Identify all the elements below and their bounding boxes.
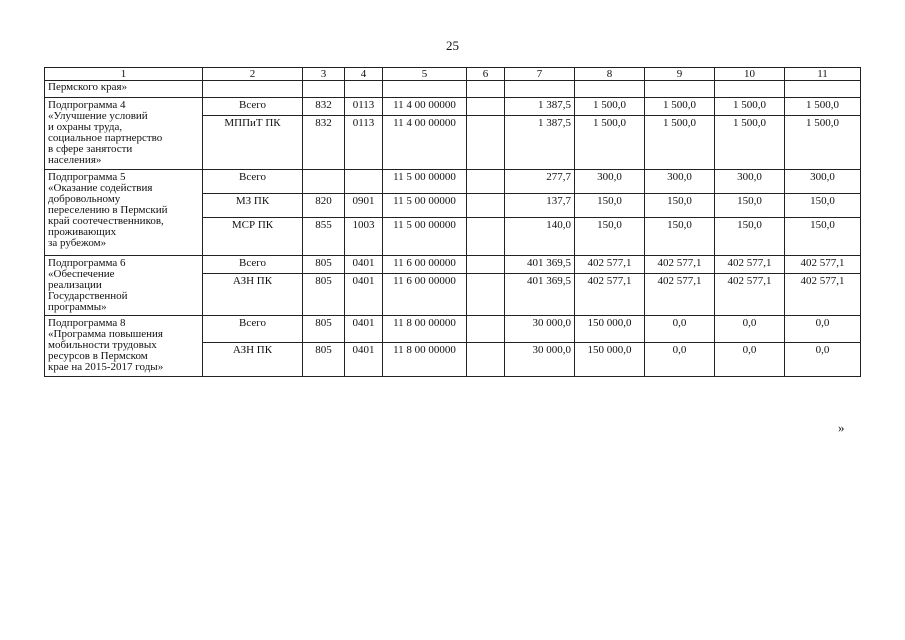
code-cell: 805 bbox=[303, 274, 345, 316]
value-2017-cell: 150,0 bbox=[645, 194, 715, 218]
value-2015-cell: 1 387,5 bbox=[505, 116, 575, 170]
subprogram-title-cell bbox=[45, 316, 203, 377]
section-cell: 0113 bbox=[345, 98, 383, 116]
target-article-cell: 11 5 00 00000 bbox=[383, 194, 467, 218]
subprogram-title-line: программы» bbox=[48, 301, 107, 313]
subprogram-title-cell bbox=[45, 256, 203, 316]
value-2019-cell: 150,0 bbox=[785, 218, 861, 256]
empty-cell bbox=[505, 81, 575, 98]
empty-cell bbox=[785, 81, 861, 98]
executor-cell: АЗН ПК bbox=[203, 274, 303, 316]
expense-type-cell bbox=[467, 98, 505, 116]
value-2018-cell: 300,0 bbox=[715, 170, 785, 194]
value-2016-cell: 150 000,0 bbox=[575, 316, 645, 343]
value-2018-cell: 0,0 bbox=[715, 316, 785, 343]
value-2019-cell: 402 577,1 bbox=[785, 274, 861, 316]
subprogram-title-line: Подпрограмма 5 bbox=[48, 171, 126, 183]
target-article-cell: 11 4 00 00000 bbox=[383, 116, 467, 170]
expense-type-cell bbox=[467, 256, 505, 274]
value-2018-cell: 150,0 bbox=[715, 194, 785, 218]
subprogram-title-cell bbox=[45, 170, 203, 256]
executor-cell: Всего bbox=[203, 256, 303, 274]
value-2016-cell: 402 577,1 bbox=[575, 256, 645, 274]
empty-cell bbox=[303, 81, 345, 98]
budget-table bbox=[44, 67, 861, 377]
carryover-cell: Пермского края» bbox=[45, 81, 203, 98]
expense-type-cell bbox=[467, 218, 505, 256]
value-2016-cell: 402 577,1 bbox=[575, 274, 645, 316]
code-cell: 855 bbox=[303, 218, 345, 256]
value-2015-cell: 140,0 bbox=[505, 218, 575, 256]
code-cell bbox=[303, 170, 345, 194]
column-number-row bbox=[45, 68, 861, 81]
value-2019-cell: 1 500,0 bbox=[785, 98, 861, 116]
value-2017-cell: 402 577,1 bbox=[645, 256, 715, 274]
empty-cell bbox=[383, 81, 467, 98]
section-cell: 0401 bbox=[345, 256, 383, 274]
subprogram-title-line: социальное партнерство bbox=[48, 132, 163, 144]
subprogram-title-line: «Обеспечение bbox=[48, 268, 115, 280]
empty-cell bbox=[345, 81, 383, 98]
subprogram-title-line: добровольному bbox=[48, 193, 121, 205]
column-header: 8 bbox=[575, 68, 645, 81]
value-2019-cell: 402 577,1 bbox=[785, 256, 861, 274]
value-2019-cell: 150,0 bbox=[785, 194, 861, 218]
target-article-cell: 11 8 00 00000 bbox=[383, 316, 467, 343]
subprogram-title-line: «Оказание содействия bbox=[48, 182, 153, 194]
value-2018-cell: 0,0 bbox=[715, 343, 785, 377]
executor-cell: МСР ПК bbox=[203, 218, 303, 256]
section-cell: 0401 bbox=[345, 316, 383, 343]
value-2018-cell: 402 577,1 bbox=[715, 256, 785, 274]
value-2015-cell: 30 000,0 bbox=[505, 316, 575, 343]
executor-cell: АЗН ПК bbox=[203, 343, 303, 377]
expense-type-cell bbox=[467, 194, 505, 218]
table-body bbox=[45, 68, 861, 377]
subprogram-title-line: мобильности трудовых bbox=[48, 339, 157, 351]
target-article-cell: 11 6 00 00000 bbox=[383, 274, 467, 316]
subprogram-title-line: переселению в Пермский bbox=[48, 204, 168, 216]
value-2018-cell: 402 577,1 bbox=[715, 274, 785, 316]
code-cell: 805 bbox=[303, 316, 345, 343]
section-cell: 1003 bbox=[345, 218, 383, 256]
subprogram-title-line: Подпрограмма 8 bbox=[48, 317, 126, 329]
column-header: 3 bbox=[303, 68, 345, 81]
subprogram-title-line: проживающих bbox=[48, 226, 117, 238]
column-header: 11 bbox=[785, 68, 861, 81]
expense-type-cell bbox=[467, 116, 505, 170]
value-2016-cell: 1 500,0 bbox=[575, 116, 645, 170]
subprogram-title-line: край соотечественников, bbox=[48, 215, 164, 227]
value-2018-cell: 1 500,0 bbox=[715, 98, 785, 116]
value-2016-cell: 300,0 bbox=[575, 170, 645, 194]
subprogram-title-line: Государственной bbox=[48, 290, 128, 302]
column-header: 6 bbox=[467, 68, 505, 81]
target-article-cell: 11 6 00 00000 bbox=[383, 256, 467, 274]
subprogram-title-line: и охраны труда, bbox=[48, 121, 123, 133]
expense-type-cell bbox=[467, 343, 505, 377]
target-article-cell: 11 5 00 00000 bbox=[383, 218, 467, 256]
value-2018-cell: 1 500,0 bbox=[715, 116, 785, 170]
value-2015-cell: 137,7 bbox=[505, 194, 575, 218]
section-cell: 0401 bbox=[345, 274, 383, 316]
section-cell: 0113 bbox=[345, 116, 383, 170]
value-2015-cell: 401 369,5 bbox=[505, 256, 575, 274]
value-2015-cell: 1 387,5 bbox=[505, 98, 575, 116]
column-header: 10 bbox=[715, 68, 785, 81]
column-header: 4 bbox=[345, 68, 383, 81]
value-2016-cell: 150,0 bbox=[575, 218, 645, 256]
subprogram-title-line: «Программа повышения bbox=[48, 328, 163, 340]
executor-cell: Всего bbox=[203, 316, 303, 343]
executor-cell: Всего bbox=[203, 170, 303, 194]
expense-type-cell bbox=[467, 170, 505, 194]
column-header: 7 bbox=[505, 68, 575, 81]
column-header: 5 bbox=[383, 68, 467, 81]
value-2017-cell: 1 500,0 bbox=[645, 98, 715, 116]
executor-cell: МЗ ПК bbox=[203, 194, 303, 218]
value-2017-cell: 0,0 bbox=[645, 316, 715, 343]
value-2019-cell: 300,0 bbox=[785, 170, 861, 194]
target-article-cell: 11 4 00 00000 bbox=[383, 98, 467, 116]
table-row bbox=[45, 170, 861, 194]
section-cell: 0901 bbox=[345, 194, 383, 218]
value-2016-cell: 1 500,0 bbox=[575, 98, 645, 116]
code-cell: 832 bbox=[303, 98, 345, 116]
subprogram-title-line: за рубежом» bbox=[48, 237, 107, 249]
subprogram-title-line: «Улучшение условий bbox=[48, 110, 148, 122]
value-2019-cell: 0,0 bbox=[785, 343, 861, 377]
empty-cell bbox=[645, 81, 715, 98]
executor-cell: МППиТ ПК bbox=[203, 116, 303, 170]
table-row bbox=[45, 98, 861, 116]
value-2015-cell: 401 369,5 bbox=[505, 274, 575, 316]
empty-cell bbox=[575, 81, 645, 98]
empty-cell bbox=[203, 81, 303, 98]
subprogram-title-line: ресурсов в Пермском bbox=[48, 350, 148, 362]
value-2017-cell: 0,0 bbox=[645, 343, 715, 377]
code-cell: 820 bbox=[303, 194, 345, 218]
column-header: 1 bbox=[45, 68, 203, 81]
code-cell: 805 bbox=[303, 256, 345, 274]
column-header: 9 bbox=[645, 68, 715, 81]
value-2017-cell: 300,0 bbox=[645, 170, 715, 194]
subprogram-title-cell bbox=[45, 98, 203, 170]
page-number: 25 bbox=[446, 38, 459, 53]
column-header: 2 bbox=[203, 68, 303, 81]
value-2017-cell: 150,0 bbox=[645, 218, 715, 256]
expense-type-cell bbox=[467, 274, 505, 316]
carryover-row bbox=[45, 81, 861, 98]
table-row bbox=[45, 256, 861, 274]
empty-cell bbox=[715, 81, 785, 98]
subprogram-title-line: в сфере занятости bbox=[48, 143, 133, 155]
subprogram-title-line: крае на 2015-2017 годы» bbox=[48, 361, 164, 373]
expense-type-cell bbox=[467, 316, 505, 343]
section-cell: 0401 bbox=[345, 343, 383, 377]
subprogram-title-line: населения» bbox=[48, 154, 102, 166]
value-2017-cell: 402 577,1 bbox=[645, 274, 715, 316]
value-2015-cell: 277,7 bbox=[505, 170, 575, 194]
value-2019-cell: 1 500,0 bbox=[785, 116, 861, 170]
table-row bbox=[45, 316, 861, 343]
target-article-cell: 11 5 00 00000 bbox=[383, 170, 467, 194]
section-cell bbox=[345, 170, 383, 194]
executor-cell: Всего bbox=[203, 98, 303, 116]
subprogram-title-line: реализации bbox=[48, 279, 102, 291]
subprogram-title-line: Подпрограмма 4 bbox=[48, 99, 126, 111]
value-2016-cell: 150,0 bbox=[575, 194, 645, 218]
value-2018-cell: 150,0 bbox=[715, 218, 785, 256]
value-2017-cell: 1 500,0 bbox=[645, 116, 715, 170]
value-2016-cell: 150 000,0 bbox=[575, 343, 645, 377]
subprogram-title-line: Подпрограмма 6 bbox=[48, 257, 126, 269]
closing-quote: » bbox=[838, 420, 845, 435]
value-2019-cell: 0,0 bbox=[785, 316, 861, 343]
code-cell: 805 bbox=[303, 343, 345, 377]
target-article-cell: 11 8 00 00000 bbox=[383, 343, 467, 377]
value-2015-cell: 30 000,0 bbox=[505, 343, 575, 377]
code-cell: 832 bbox=[303, 116, 345, 170]
empty-cell bbox=[467, 81, 505, 98]
